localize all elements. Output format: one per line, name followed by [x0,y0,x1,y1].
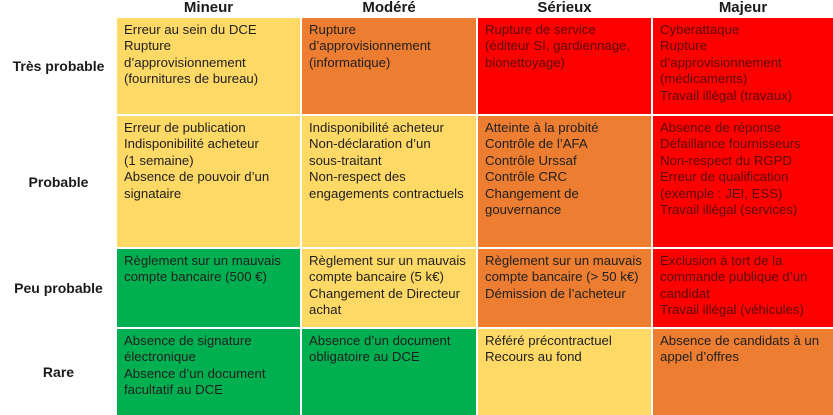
cell-text-line: Absence de pouvoir d’un [124,169,270,185]
cell-text-line: d’approvisionnement [660,54,782,70]
cell-text-line: Rupture [124,38,171,54]
cell-text-line: obligatoire au DCE [309,349,420,365]
column-header-modere: Modéré [362,0,416,16]
cell-text-line: Travail illégal (services) [660,202,798,218]
matrix-cell-r3-c3 [653,329,833,415]
matrix-cell-r1-c3 [653,116,833,247]
cell-text-line: Travail illégal (véhicules) [660,302,804,318]
cell-text-line: Règlement sur un mauvais [309,253,466,268]
cell-text-line: (1 semaine) [124,152,194,168]
matrix-cell-r2-c1 [302,249,476,327]
cell-text-line: Rupture [660,38,707,54]
matrix-cell-r1-c2 [478,116,651,247]
cell-text-line: Erreur de publication [124,120,246,135]
cell-text-line: Travail illégal (travaux) [660,87,793,103]
column-header-majeur: Majeur [718,0,768,16]
matrix-cell-r2-c2 [478,249,651,327]
cell-text-line: Absence de candidats à un [660,333,820,348]
row-header-probable: Probable [28,173,89,190]
cell-text-line: Changement de [485,185,579,201]
matrix-cell-r0-c1 [302,18,476,114]
cell-text-line: Absence d’un document [124,365,266,381]
cell-text-line: facultatif au DCE [124,382,223,398]
cell-text-line: Absence d’un document [309,333,451,348]
cell-text-line: (éditeur SI, gardiennage, [485,38,631,54]
matrix-cell-r2-c0 [117,249,300,327]
cell-text-line: Rupture [309,22,356,37]
cell-text-line: bionettoyage) [485,54,565,70]
cell-text-line: Non-respect des [309,169,406,185]
cell-text-line: appel d’offres [660,349,739,365]
cell-text-line: Absence de réponse [660,120,781,135]
cell-text-line: Règlement sur un mauvais [485,253,642,268]
row-header-peu-probable: Peu probable [14,280,103,296]
cell-text-line: achat [309,302,342,318]
cell-text-line: compte bancaire (500 €) [124,269,267,285]
cell-text-line: sous-traitant [309,152,382,168]
cell-text-line: Erreur au sein du DCE [124,22,257,37]
cell-text-line: Absence de signature [124,333,252,348]
matrix-cell-r3-c2 [478,329,651,415]
cell-text-line: Non-déclaration d’un [309,136,431,152]
cell-text-line: candidat [660,285,710,301]
cell-text-line: Recours au fond [485,349,582,365]
cell-text-line: (médicaments) [660,71,748,87]
cell-text-line: Atteinte à la probité [485,120,599,135]
cell-text-line: (fournitures de bureau) [124,71,259,87]
row-header-rare: Rare [42,364,75,380]
cell-text-line: Exclusion à tort de la [660,253,783,268]
cell-text-line: Défaillance fournisseurs [660,136,801,152]
matrix-cell-r1-c1 [302,116,476,247]
cell-text-line: Contrôle CRC [485,169,568,185]
cell-text-line: d’approvisionnement [124,54,246,70]
cell-text-line: Erreur de qualification [660,169,789,185]
cell-text-line: électronique [124,349,196,365]
matrix-cell-r2-c3 [653,249,833,327]
cell-text-line: Référé précontractuel [485,333,612,348]
cell-text-line: d’approvisionnement [309,38,431,54]
cell-text-line: Indisponibilité acheteur [309,120,444,135]
cell-text-line: Démission de l’acheteur [485,285,626,301]
matrix-cell-r1-c0 [117,116,300,247]
matrix-cell-r0-c0 [117,18,300,114]
column-header-mineur: Mineur [183,0,234,16]
matrix-cell-r0-c2 [478,18,651,114]
cell-text-line: (informatique) [309,54,391,70]
cell-text-line: Indisponibilité acheteur [124,136,259,152]
cell-text-line: Cyberattaque [660,22,740,37]
matrix-cell-r3-c0 [117,329,300,415]
cell-text-line: (exemple : JEI, ESS) [660,185,783,201]
cell-text-line: signataire [124,185,182,201]
cell-text-line: compte bancaire (> 50 k€) [485,269,639,285]
cell-text-line: Rupture de service [485,22,596,37]
cell-text-line: Contrôle de l’AFA [485,136,588,152]
row-header-tres-probable: Très probable [12,58,105,74]
column-header-serieux: Sérieux [537,0,592,16]
cell-text-line: engagements contractuels [309,185,464,201]
cell-text-line: commande publique d’un [660,269,808,285]
matrix-cell-r3-c1 [302,329,476,415]
cell-text-line: Règlement sur un mauvais [124,253,281,268]
cell-text-line: Contrôle Urssaf [485,152,577,168]
cell-text-line: Non-respect du RGPD [660,152,792,168]
cell-text-line: gouvernance [485,202,562,218]
cell-text-line: compte bancaire (5 k€) [309,269,444,285]
matrix-cell-r0-c3 [653,18,833,114]
cell-text-line: Changement de Directeur [309,285,461,301]
